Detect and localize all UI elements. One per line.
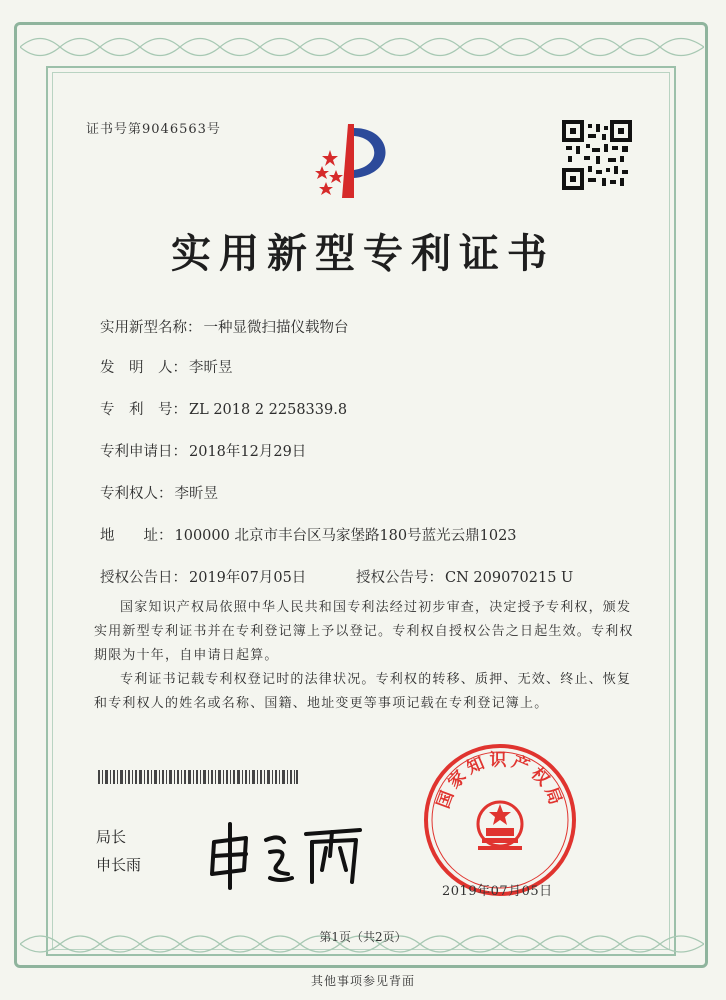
field-patent-number bbox=[100, 398, 347, 419]
field-label: 授权公告号： bbox=[356, 570, 443, 586]
field-label: 专 利 号： bbox=[100, 402, 187, 418]
top-ornament bbox=[20, 28, 704, 66]
field-inventor bbox=[100, 356, 233, 377]
field-grant-date bbox=[100, 566, 306, 587]
field-application-date bbox=[100, 440, 306, 461]
page-number: 第1页（共2页） bbox=[319, 930, 407, 944]
field-announcement-number bbox=[356, 566, 573, 587]
director-signature bbox=[200, 812, 370, 892]
patent-office-logo bbox=[302, 118, 402, 204]
field-label: 地 址： bbox=[100, 528, 173, 544]
field-label: 专利申请日： bbox=[100, 444, 187, 460]
field-value: ZL 2018 2 2258339.8 bbox=[189, 402, 348, 418]
footer-note: 其他事项参见背面 bbox=[310, 974, 415, 988]
qr-code bbox=[562, 120, 632, 190]
seal-text: 国家知识产权局 bbox=[433, 750, 567, 812]
field-label: 实用新型名称： bbox=[100, 320, 202, 336]
field-value: 2019年07月05日 bbox=[189, 570, 307, 586]
field-value: 100000 北京市丰台区马家堡路180号蓝光云鼎1023 bbox=[174, 528, 517, 544]
field-label: 授权公告日： bbox=[100, 570, 187, 586]
field-value: 一种显微扫描仪载物台 bbox=[203, 320, 349, 336]
field-value: 李昕昱 bbox=[189, 360, 233, 376]
field-value: CN 209070215 U bbox=[445, 570, 574, 586]
barcode bbox=[98, 770, 298, 784]
certificate-title: 实用新型专利证书 bbox=[171, 230, 555, 277]
field-label: 发 明 人： bbox=[100, 360, 187, 376]
official-seal bbox=[420, 740, 580, 900]
director-name: 申长雨 bbox=[96, 856, 142, 874]
field-label: 专利权人： bbox=[100, 486, 173, 502]
field-value: 2018年12月29日 bbox=[189, 444, 307, 460]
paragraph-legal-status: 专利证书记载专利权登记时的法律状况。专利权的转移、质押、无效、终止、恢复和专利权人的姓名或名称、国籍、地址变更等事项记载在专利登记簿上。 bbox=[94, 672, 632, 711]
field-address bbox=[100, 524, 517, 545]
director-title: 局长 bbox=[96, 828, 127, 846]
field-value: 李昕昱 bbox=[174, 486, 218, 502]
paragraph-grant: 国家知识产权局依照中华人民共和国专利法经过初步审查，决定授予专利权，颁发实用新型专利证书并在专利登记簿上予以登记。专利权自授权公告之日起生效。专利权期限为十年，自申请日起算。 bbox=[94, 600, 634, 663]
certificate-number: 证书号第9046563号 bbox=[86, 122, 221, 137]
field-utility-model-name bbox=[100, 316, 349, 337]
seal-date: 2019年07月05日 bbox=[442, 884, 553, 899]
field-patentee bbox=[100, 482, 218, 503]
